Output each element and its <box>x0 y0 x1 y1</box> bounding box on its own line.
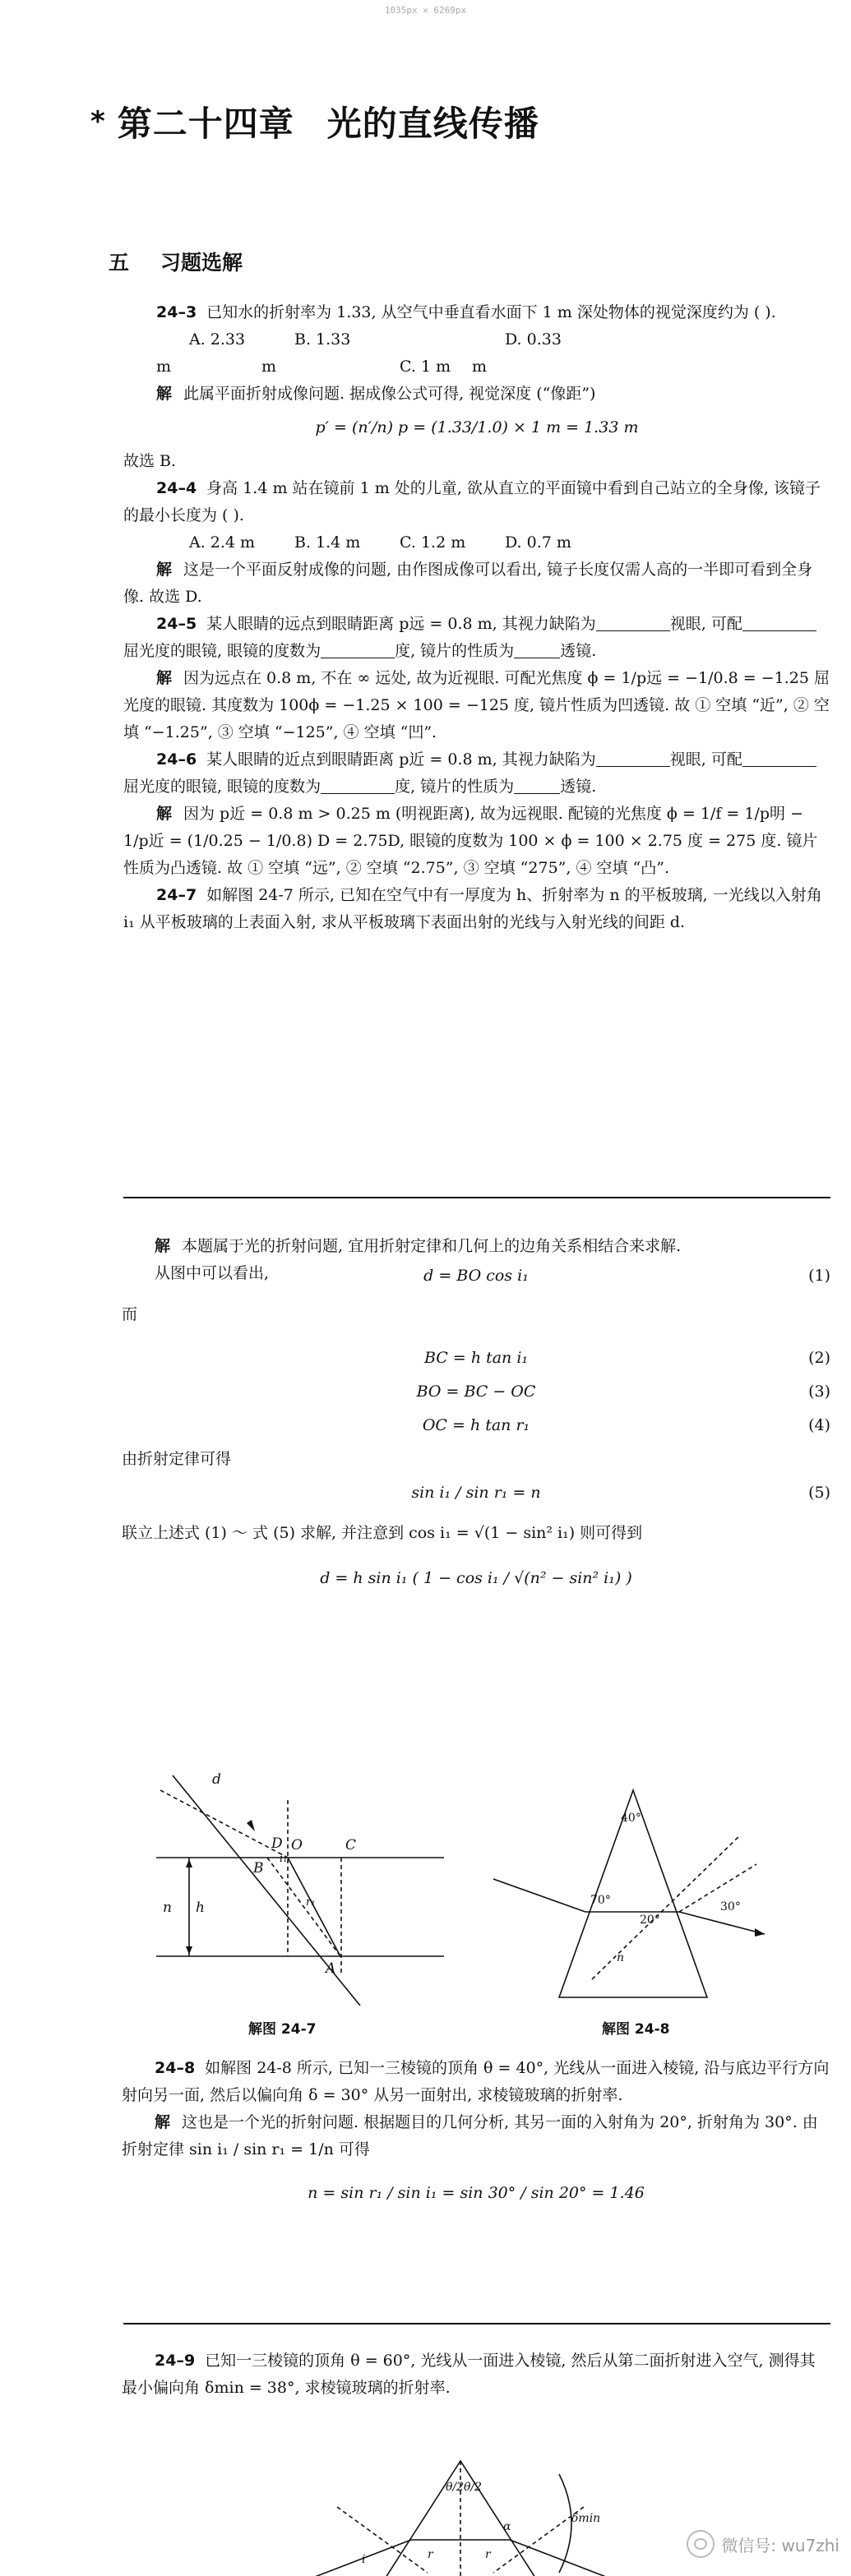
label-B: B <box>253 1860 264 1877</box>
chapter-star: * <box>90 105 106 138</box>
problem-24-9: 24–9 已知一三棱镜的顶角 θ = 60°, 光线从一面进入棱镜, 然后从第二面折射进入空气, 测得其最小偏向角 δmin = 38°, 求棱镜玻璃的折射率. <box>122 2352 816 2397</box>
solution-24-5: 解 因为远点在 0.8 m, 不在 ∞ 远处, 故为近视眼. 可配光焦度 ϕ = 1/p远 = −1/0.8 = −1.25 屈光度的眼镜. 其度数为 100ϕ = −1.25 × 100 = −125 度, 镜片性质为凹透镜. 故 ① 空填 “近”, ② 空填 “−1.25”, ③ 空填 “−125”, ④ 空填 “凹”. <box>123 669 830 741</box>
wechat-icon <box>687 2530 715 2558</box>
label-r-right: r <box>485 2548 491 2561</box>
incoming-ray <box>493 1879 585 1912</box>
figure-24-9 <box>288 2458 633 2576</box>
normal-line <box>592 1835 740 1979</box>
outgoing-ray-24-9 <box>510 2540 617 2576</box>
problem-24-6: 24–6 某人眼睛的近点到眼睛距离 p近 = 0.8 m, 其视力缺陷为 视眼, 可配屈光度的眼镜, 眼镜的度数为 度, 镜片的性质为 透镜. <box>123 746 830 801</box>
outgoing-ray <box>679 1912 765 1934</box>
equation-4: OC = h tan r₁ (4) <box>422 1416 830 1434</box>
problem-block-24-8 <box>122 2055 830 2214</box>
incoming-ray-24-9 <box>304 2540 411 2576</box>
label-r-left: r <box>428 2548 433 2561</box>
label-70: 70° <box>590 1894 611 1907</box>
solution-24-6: 解 因为 p近 = 0.8 m > 0.25 m (明视距离), 故为远视眼. 配镜的光焦度 ϕ = 1/f = 1/p明 − 1/p近 = (1/0.25 − 1/0.8) D = 2.75D, 眼镜的度数为 100 × ϕ = 100 × 2.75 度 = 275 度. 镜片性质为凸透镜. 故 ① 空填 “远”, ② 空填 “2.75”, ③ 空填 “275”, ④ 空填 “凸”. <box>123 805 818 877</box>
from-figure-text: 从图中可以看出, <box>155 1264 270 1282</box>
problem-block-upper <box>123 299 830 936</box>
chapter-title: 光的直线传播 <box>326 104 539 144</box>
problem-24-4: 24–4 身高 1.4 m 站在镜前 1 m 处的儿童, 欲从直立的平面镜中看到自己站立的全身像, 该镜子的最小长度为 ( ). <box>123 479 821 524</box>
formula-24-3: p′ = (n′/n) p = (1.33/1.0) × 1 m = 1.33 m <box>315 418 639 436</box>
extension-ray <box>679 1864 756 1912</box>
delta-arc <box>559 2474 571 2573</box>
problem-24-8: 24–8 如解图 24-8 所示, 已知一三棱镜的顶角 θ = 40°, 光线从一面进入棱镜, 沿与底边平行方向射向另一面, 然后以偏向角 δ = 30° 从另一面射出, 求棱镜玻璃的折射率. <box>122 2059 830 2104</box>
figure-24-8 <box>493 1782 773 2004</box>
page-divider-1 <box>123 1197 830 1198</box>
caption-24-7: 解图 24-7 <box>248 2021 317 2038</box>
label-n: n <box>163 1900 172 1916</box>
law-text: 由折射定律可得 <box>122 1450 232 1468</box>
problem-block-24-9 <box>122 2347 830 2402</box>
label-i1: i₁ <box>280 1853 288 1865</box>
options-24-4: A. 2.4 m B. 1.4 m C. 1.2 m D. 0.7 m <box>189 533 571 552</box>
watermark <box>687 2530 839 2558</box>
solution-24-4: 解 这是一个平面反射成像的问题, 由作图成像可以看出, 镜子长度仅需人高的一半即可看到全身像. 故选 D. <box>123 561 813 606</box>
label-C: C <box>345 1837 357 1854</box>
label-i: i <box>362 2553 366 2566</box>
result-24-7: d = h sin i₁ ( 1 − cos i₁ / √(n² − sin² i₁) ) <box>320 1569 632 1587</box>
problem-24-3: 24–3 已知水的折射率为 1.33, 从空气中垂直看水面下 1 m 深处物体的视觉深度约为 ( ). <box>156 303 776 321</box>
label-20: 20° <box>640 1914 660 1927</box>
solution-24-8: 解 这也是一个光的折射问题. 根据题目的几何分析, 其另一面的入射角为 20°, 折射角为 30°. 由折射定律 sin i₁ / sin r₁ = 1/n 可得 <box>122 2113 818 2158</box>
equation-5: sin i₁ / sin r₁ = n (5) <box>411 1484 830 1502</box>
label-delta-min: δmin <box>571 2512 601 2525</box>
problem-24-5: 24–5 某人眼睛的远点到眼睛距离 p远 = 0.8 m, 其视力缺陷为 视眼, 可配屈光度的眼镜, 眼镜的度数为 度, 镜片的性质为 透镜. <box>123 611 830 665</box>
label-apex-angle: 40° <box>621 1812 641 1825</box>
label-alpha: α <box>503 2520 511 2533</box>
equation-2: BC = h tan i₁ (2) <box>423 1349 830 1367</box>
label-D: D <box>271 1835 283 1852</box>
image-size-label: 1035px × 6269px <box>384 5 467 16</box>
and-text: 而 <box>122 1305 138 1323</box>
label-d: d <box>212 1771 221 1788</box>
section-title: 习题选解 <box>160 251 243 275</box>
solution-24-3: 解 此属平面折射成像问题. 据成像公式可得, 视觉深度 (“像距”) <box>156 385 596 403</box>
figure-24-7 <box>156 1767 452 2006</box>
equation-3: BO = BC − OC (3) <box>416 1383 830 1401</box>
chapter-heading <box>90 97 539 146</box>
label-O: O <box>291 1837 303 1854</box>
label-theta-half-left: θ/2 <box>446 2481 465 2494</box>
label-theta-half-right: θ/2 <box>464 2481 483 2494</box>
combine-text: 联立上述式 (1) ～ 式 (5) 求解, 并注意到 cos i₁ = √(1 − sin² i₁) 则可得到 <box>122 1524 643 1542</box>
normal-projection <box>160 1790 288 1858</box>
caption-24-8: 解图 24-8 <box>602 2021 670 2038</box>
equation-1: d = BO cos i₁ (1) <box>423 1267 830 1285</box>
solution-24-7-block <box>122 1233 830 1599</box>
solution-24-7: 解 本题属于光的折射问题, 宜用折射定律和几何上的边角关系相结合来求解. <box>155 1237 682 1255</box>
extended-ray <box>267 1858 340 1956</box>
label-30: 30° <box>720 1900 741 1914</box>
chapter-number: 第二十四章 <box>117 104 294 144</box>
formula-24-8: n = sin r₁ / sin i₁ = sin 30° / sin 20° = 1.46 <box>308 2184 645 2202</box>
answer-24-3: 故选 B. <box>123 452 177 470</box>
section-heading <box>109 247 243 276</box>
section-number: 五 <box>109 251 130 275</box>
label-r1: r₁ <box>306 1896 316 1909</box>
problem-24-7: 24–7 如解图 24-7 所示, 已知在空气中有一厚度为 h、折射率为 n 的平板玻璃, 一光线以入射角 i₁ 从平板玻璃的上表面入射, 求从平板玻璃下表面出射的光线与入射光线的间距 d. <box>123 886 822 931</box>
label-A: A <box>326 1960 336 1977</box>
page-divider-2 <box>123 2323 830 2324</box>
label-n-prism: n <box>617 1951 625 1964</box>
watermark-text: 微信号: wu7zhi <box>721 2535 839 2555</box>
options-24-3: A. 2.33 mB. 1.33 m C. 1 mD. 0.33 m <box>156 330 562 376</box>
label-h: h <box>196 1900 205 1916</box>
